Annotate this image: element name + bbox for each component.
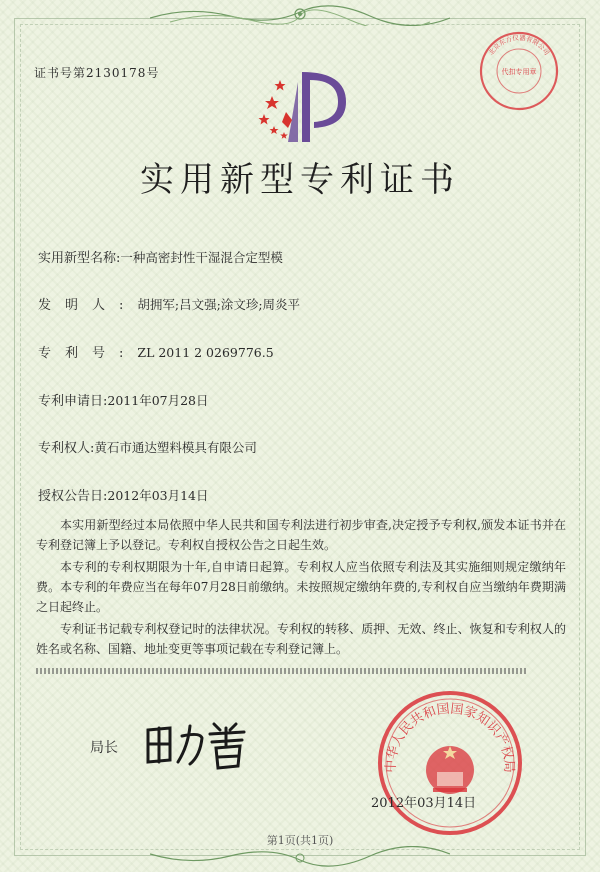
- agency-seal-icon: [478, 30, 560, 112]
- inventor-label: 发明人:: [38, 298, 138, 313]
- issue-date: 2012年03月14日: [371, 796, 477, 811]
- official-seal-icon: [375, 688, 525, 838]
- paragraph-grant: 本实用新型经过本局依照中华人民共和国专利法进行初步审查,决定授予专利权,颁发本证书并在专利登记簿上予以登记。专利权自授权公告之日起生效。: [36, 518, 566, 552]
- svg-text:北京东方仪器有限公司: 北京东方仪器有限公司: [487, 33, 551, 57]
- svg-text:代扣专用章: 代扣专用章: [501, 68, 537, 76]
- page-number: 第1页(共1页): [266, 834, 334, 847]
- director-label: 局长: [90, 740, 118, 756]
- patent-number-label: 专利号:: [38, 346, 138, 361]
- filing-date-row: [38, 390, 209, 409]
- grant-date-value: 2012年03月14日: [107, 488, 209, 503]
- svg-text:中华人民共和国国家知识产权局: 中华人民共和国国家知识产权局: [383, 701, 517, 773]
- certificate-number: 证书号第2130178号: [34, 66, 160, 80]
- dotted-barcode-line: [36, 668, 526, 674]
- utility-model-name-value: 一种高密封性干湿混合定型模: [120, 250, 283, 265]
- paragraph-legal-status: 专利证书记载专利权登记时的法律状况。专利权的转移、质押、无效、终止、恢复和专利权人的姓名或名称、国籍、地址变更等事项记载在专利登记簿上。: [36, 622, 566, 656]
- certificate-title: 实用新型专利证书: [140, 160, 460, 200]
- inventor-value: 胡拥军;吕文强;涂文珍;周炎平: [137, 297, 301, 312]
- filing-date-label: 专利申请日:: [38, 394, 108, 409]
- director-signature-icon: [140, 716, 260, 772]
- paragraph-term: 本专利的专利权期限为十年,自申请日起算。专利权人应当依照专利法及其实施细则规定缴纳年费。本专利的年费应当在每年07月28日前缴纳。未按照规定缴纳年费的,专利权自应当缴纳年费期满之日起终止。: [36, 560, 566, 614]
- top-ornament-icon: [150, 4, 450, 26]
- utility-model-name-row: [38, 247, 283, 266]
- grant-date-label: 授权公告日:: [38, 489, 108, 504]
- inventor-row: [38, 294, 300, 313]
- grant-date-row: [38, 485, 209, 504]
- bottom-ornament-icon: [150, 846, 450, 868]
- patent-office-logo-icon: [258, 66, 354, 146]
- patentee-label: 专利权人:: [38, 441, 95, 456]
- utility-model-name-label: 实用新型名称:: [38, 251, 121, 266]
- patentee-row: [38, 437, 257, 456]
- patentee-value: 黄石市通达塑料模具有限公司: [94, 440, 257, 455]
- patent-number-row: [38, 342, 274, 361]
- filing-date-value: 2011年07月28日: [107, 393, 209, 408]
- patent-number-value: ZL 2011 2 0269776.5: [137, 345, 274, 360]
